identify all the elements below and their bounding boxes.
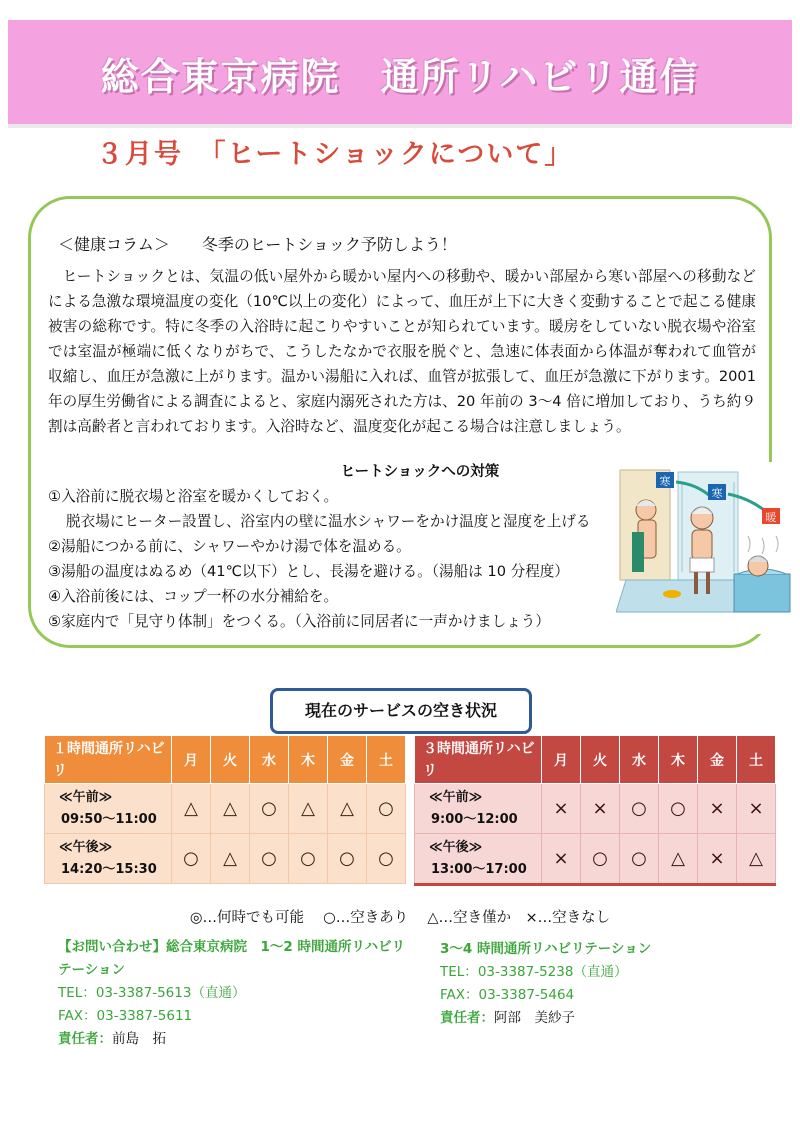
day-header: 月 [172,736,211,784]
day-header: 月 [542,736,581,784]
day-header: 火 [581,736,620,784]
availability-mark: △ [211,784,250,834]
warm-label: 暖 [765,511,777,524]
contact-1-2h [58,936,408,1051]
measures-title: ヒートショックへの対策 [340,464,500,480]
column-heading: ＜健康コラム＞ 冬季のヒートショック予防しよう！ [58,235,457,254]
availability-mark: ○ [289,834,328,884]
availability-mark: △ [289,784,328,834]
availability-mark: ○ [367,834,406,884]
slot-label: ≪午後≫ 13:00～17:00 [415,834,542,884]
availability-mark: ○ [620,784,659,834]
tel-label: TEL： [58,985,96,1001]
slot-time: 9:00～12:00 [431,811,518,827]
availability-title: 現在のサービスの空き状況 [270,688,532,734]
slot-label: ≪午前≫ 9:00～12:00 [415,784,542,834]
availability-mark: ○ [250,784,289,834]
day-header: 水 [250,736,289,784]
day-header: 火 [211,736,250,784]
availability-mark: △ [172,784,211,834]
measures-list [48,484,628,634]
fax-label: FAX： [440,987,479,1003]
availability-mark: ○ [581,834,620,884]
header-banner [8,20,792,128]
measure-item: ①入浴前に脱衣場と浴室を暖かくしておく。 [48,488,339,505]
day-header: 土 [367,736,406,784]
slot-label: ≪午後≫ 14:20～15:30 [45,834,172,884]
measure-item: ③湯船の温度はぬるめ（41℃以下）とし、長湯を避ける。（湯船は 10 分程度） [48,563,569,580]
availability-mark: × [698,834,737,884]
availability-mark: × [542,784,581,834]
table-row [45,784,406,834]
contact-3-4h [440,938,770,1030]
tel-number: 03-3387-5238（直通） [477,964,628,980]
bath-illustration [616,462,794,634]
issue-title: ３月号 「ヒートショックについて」 [96,139,574,170]
day-header: 水 [620,736,659,784]
service-name: ３時間通所リハビリ [415,736,542,784]
availability-mark: △ [328,784,367,834]
slot-label: ≪午前≫ 09:50～11:00 [45,784,172,834]
manager-label: 責任者： [440,1010,494,1026]
availability-mark: × [698,784,737,834]
manager-name: 前島 拓 [112,1031,166,1047]
availability-mark: △ [737,834,776,884]
contact-heading: 【お問い合わせ】総合東京病院 1～2 時間通所リハビリテーション [58,939,406,978]
fax-number: 03-3387-5464 [478,987,575,1003]
contact-heading: 3～4 時間通所リハビリテーション [440,941,652,957]
legend: ◎…何時でも可能 ○…空きあり △…空き僅か ×…空きなし [189,910,611,926]
tel-number: 03-3387-5613（直通） [95,985,246,1001]
column-body: ヒートショックとは、気温の低い屋外から暖かい屋内への移動や、暖かい部屋から寒い部屋への移動などによる急激な環境温度の変化（10℃以上の変化）によって、血圧が上下に大きく変動することで起こる健康被害の総称です。特に冬季の入浴時に起こりやすいことが知られています。暖房をしていない脱衣場や浴室では室温が極端に低くなりがちで、こうしたなかで衣服を脱ぐと、急速に体表面から体温が奪われて血管が収縮し、血圧が急激に上がります。温かい湯船に入れば、血管が拡張して、血圧が急激に下がります。2001 年の厚生労働省による調査によると、家庭内溺死された方は、20 年前の 3～4 倍に増加しており、うち約９割は高齢者と言われております。入浴時など、温度変化が起こる場合は注意しましょう。 [48,268,756,435]
slot-time: 09:50～11:00 [61,811,157,827]
fax-label: FAX： [58,1008,97,1024]
availability-mark: ○ [659,784,698,834]
tel-label: TEL： [440,964,478,980]
availability-mark: × [581,784,620,834]
day-header: 金 [328,736,367,784]
availability-mark: △ [211,834,250,884]
day-header: 木 [289,736,328,784]
availability-mark: × [737,784,776,834]
measure-item: ⑤家庭内で「見守り体制」をつくる。（入浴前に同居者に一声かけましょう） [48,613,550,630]
cold-label: 寒 [659,475,671,488]
availability-mark: ○ [328,834,367,884]
service-name: １時間通所リハビリ [45,736,172,784]
table-divider [414,883,776,886]
availability-mark: ○ [250,834,289,884]
slot-time: 13:00～17:00 [431,861,527,877]
availability-mark: △ [659,834,698,884]
day-header: 木 [659,736,698,784]
schedule-table-3h [414,735,776,884]
table-row [45,834,406,884]
newsletter-title: 総合東京病院 通所リハビリ通信 [100,55,700,99]
table-row [415,784,776,834]
availability-mark: ○ [620,834,659,884]
availability-mark: ○ [172,834,211,884]
day-header: 金 [698,736,737,784]
measure-item: ②湯船につかる前に、シャワーやかけ湯で体を温める。 [48,538,411,555]
fax-number: 03-3387-5611 [96,1008,193,1024]
manager-name: 阿部 美紗子 [494,1010,575,1026]
measure-item: ④入浴前後には、コップ一杯の水分補給を。 [48,588,339,605]
measure-item: 脱衣場にヒーター設置し、浴室内の壁に温水シャワーをかけ温度と湿度を上げる [66,513,591,530]
availability-mark: ○ [367,784,406,834]
schedule-table-1h [44,735,406,884]
manager-label: 責任者： [58,1031,112,1047]
table-row [415,834,776,884]
day-header: 土 [737,736,776,784]
availability-mark: × [542,834,581,884]
slot-time: 14:20～15:30 [61,861,157,877]
cold-label: 寒 [711,487,723,500]
